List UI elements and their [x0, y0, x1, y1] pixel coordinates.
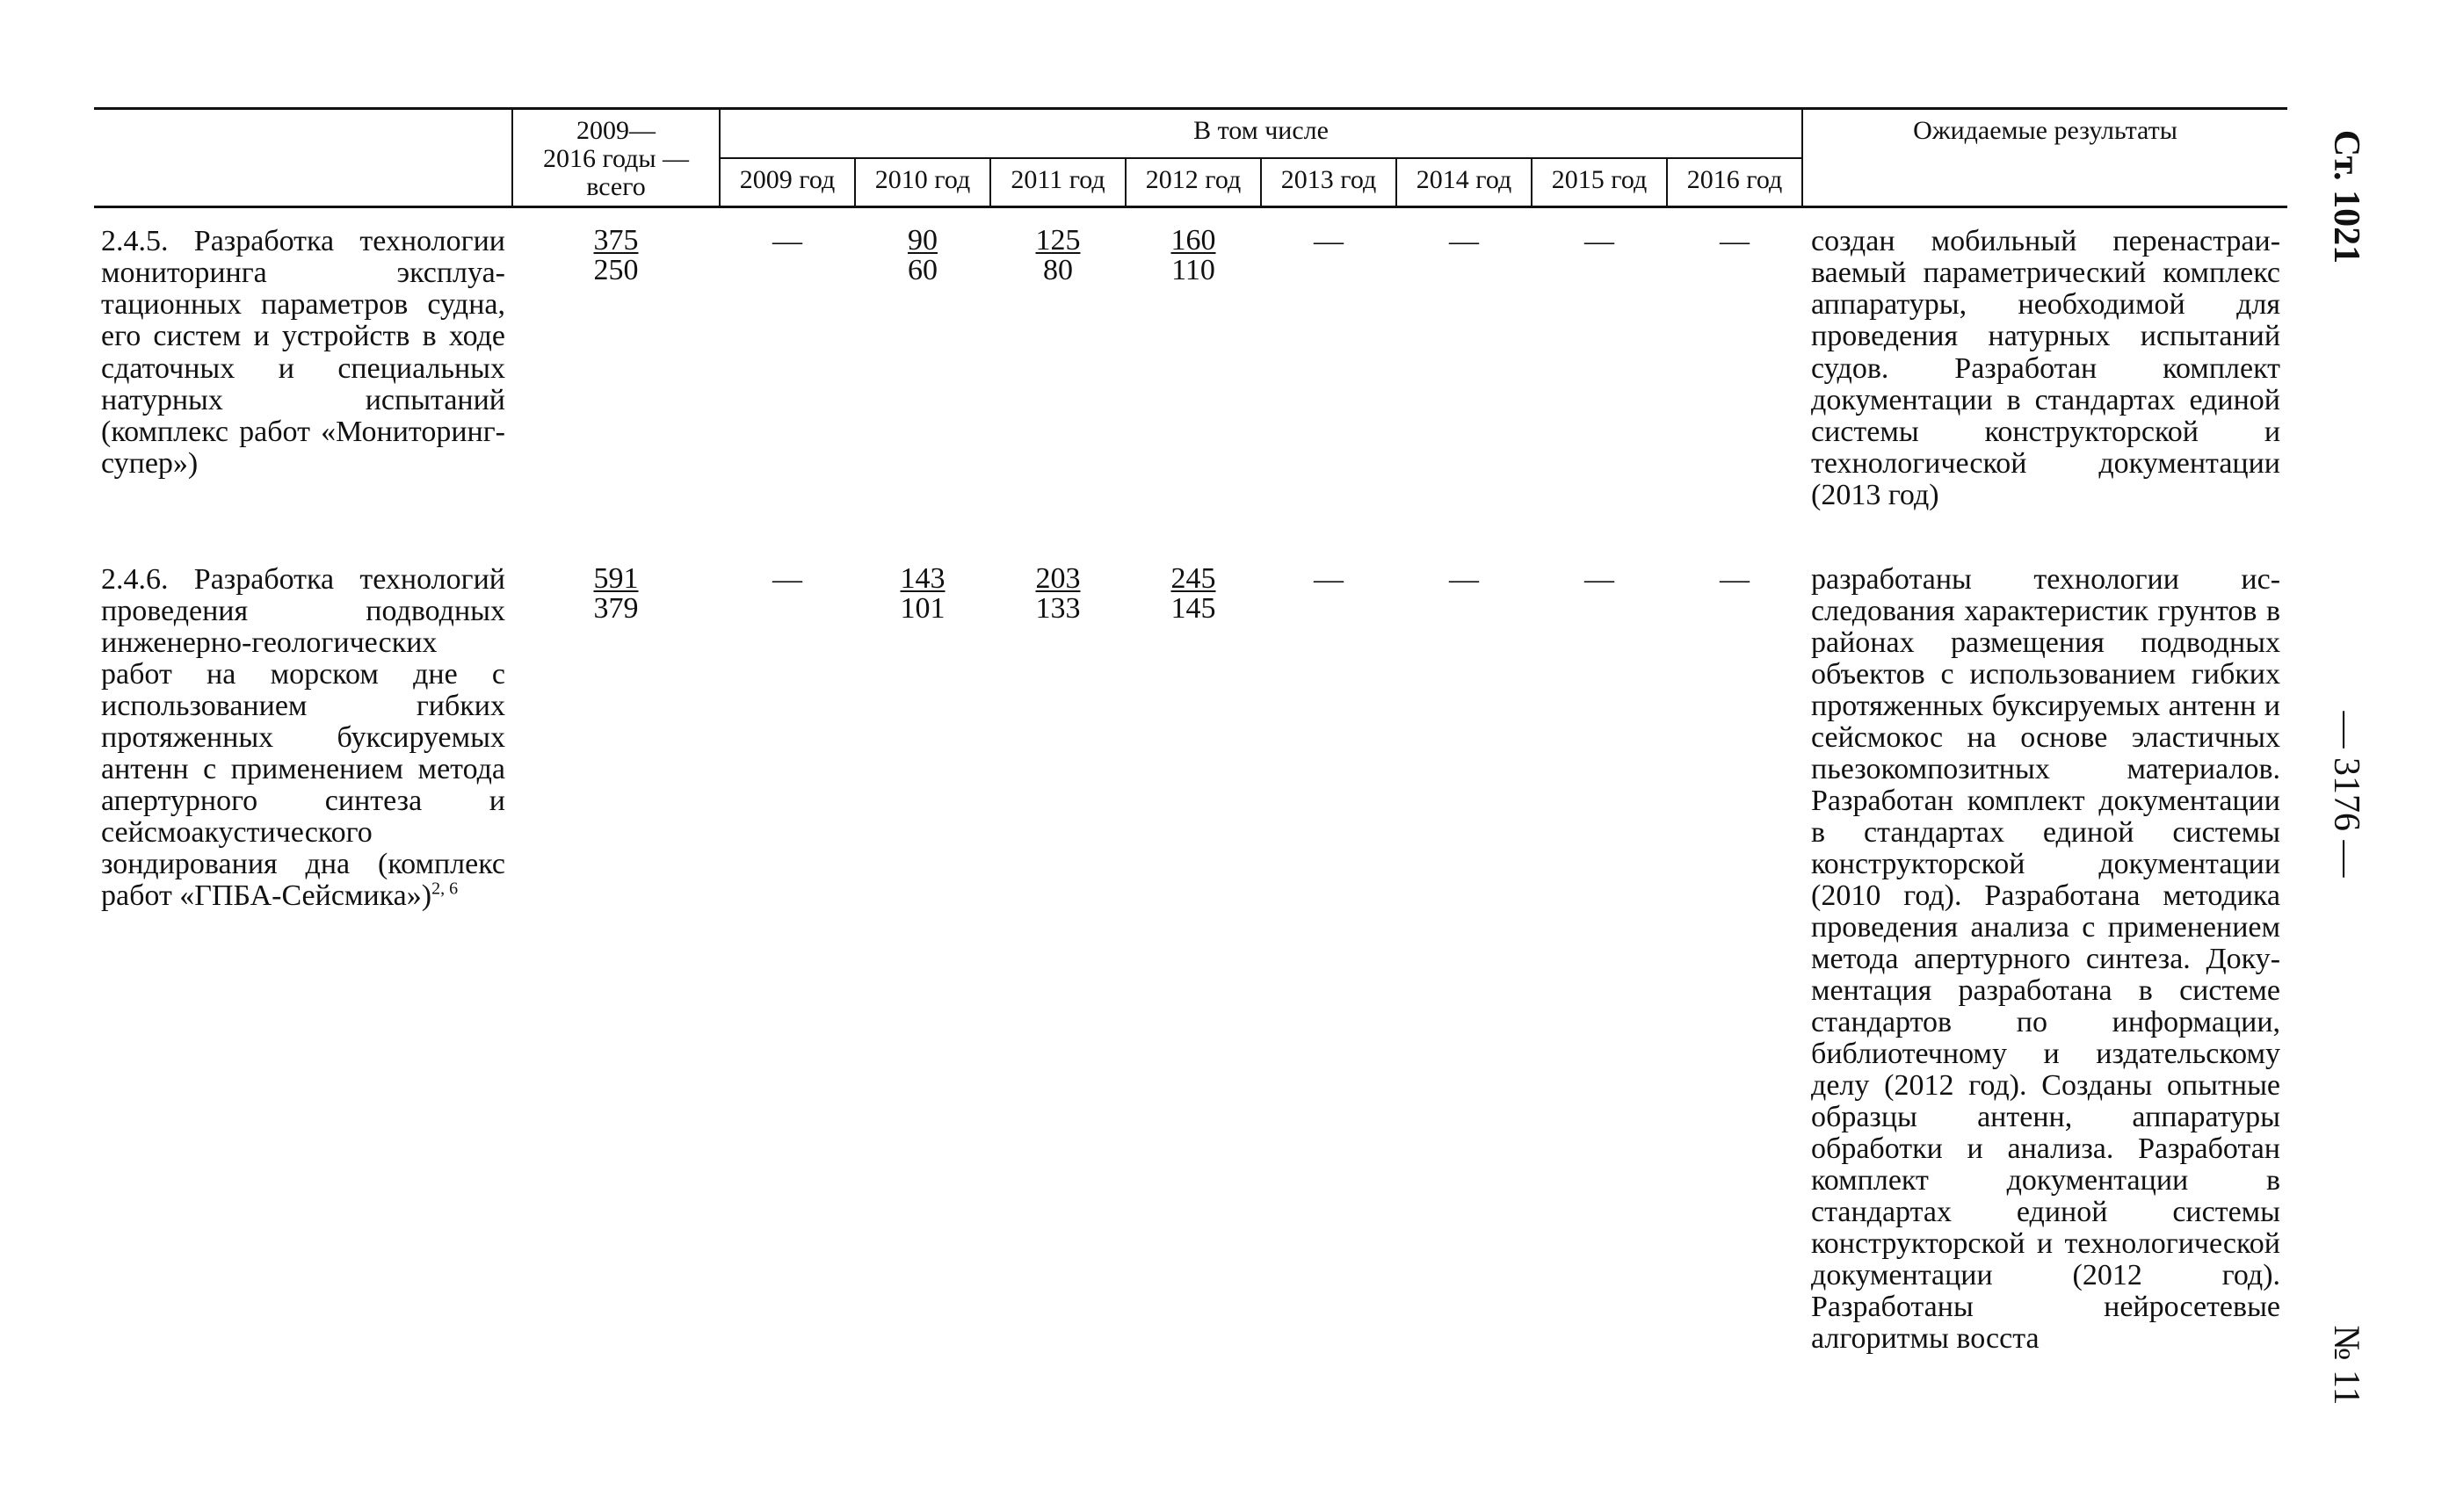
year-numerator: 90	[908, 224, 938, 257]
year-fraction	[900, 561, 946, 625]
header-year-2013: 2013 год	[1261, 158, 1396, 207]
empty-dash: —	[1584, 562, 1614, 596]
total-cell	[512, 207, 720, 546]
year-cell-2016	[1667, 207, 1802, 546]
year-cell-2010	[855, 546, 990, 1391]
empty-dash: —	[1720, 225, 1750, 258]
footnote-ref: 2, 6	[431, 879, 459, 899]
header-total-line-3: всего	[586, 171, 646, 201]
year-fraction	[1171, 226, 1216, 286]
year-cell-2010	[855, 207, 990, 546]
year-cell-2016	[1667, 546, 1802, 1391]
program-table	[94, 107, 2287, 1390]
year-cell-2012	[1126, 207, 1261, 546]
header-year-2014: 2014 год	[1396, 158, 1532, 207]
margin-issue-number: № 11	[2326, 1325, 2366, 1406]
year-cell-2009	[720, 207, 855, 546]
header-year-2012: 2012 год	[1126, 158, 1261, 207]
year-cell-2014	[1396, 546, 1532, 1391]
empty-dash: —	[1584, 225, 1614, 258]
year-cell-2011	[990, 546, 1126, 1391]
empty-dash: —	[1449, 225, 1479, 258]
item-text: 2.4.5. Разработка технологии мониторинга эксплуатационных параметров судна, его систем и устройств в ходе сдаточных и специальных натурных испытаний (комплекс работ «Мониторинг-супер»)	[101, 225, 505, 480]
year-numerator: 160	[1170, 224, 1216, 257]
year-numerator: 245	[1170, 561, 1216, 595]
item-description	[94, 207, 512, 546]
year-cell-2013	[1261, 546, 1396, 1391]
year-numerator: 125	[1035, 224, 1081, 257]
total-cell	[512, 546, 720, 1391]
year-cell-2011	[990, 207, 1126, 546]
empty-dash: —	[1314, 225, 1344, 258]
year-denominator: 110	[1171, 254, 1215, 287]
empty-dash: —	[1449, 562, 1479, 596]
margin-page-number: — 3176 —	[2326, 711, 2366, 878]
empty-dash: —	[772, 562, 802, 596]
year-cell-2015	[1532, 546, 1667, 1391]
expected-results-cell	[1802, 207, 2287, 546]
total-numerator: 591	[593, 561, 639, 595]
header-including: В том числе	[720, 109, 1802, 158]
header-year-2016: 2016 год	[1667, 158, 1802, 207]
total-denominator: 250	[593, 254, 639, 287]
empty-dash: —	[1720, 562, 1750, 596]
year-denominator: 145	[1170, 591, 1216, 625]
year-denominator: 133	[1035, 591, 1081, 625]
year-numerator: 203	[1035, 561, 1081, 595]
header-expected-results: Ожидаемые результаты	[1802, 109, 2287, 207]
year-fraction	[1170, 561, 1216, 625]
header-total-line-2: 2016 годы —	[542, 143, 690, 173]
header-total-column	[512, 109, 720, 207]
table-row	[94, 546, 2287, 1391]
table-row	[94, 207, 2287, 546]
total-denominator: 379	[593, 591, 639, 625]
year-fraction	[1035, 561, 1081, 625]
item-description	[94, 546, 512, 1391]
year-cell-2012	[1126, 546, 1261, 1391]
year-fraction	[908, 226, 938, 286]
header-year-2015: 2015 год	[1532, 158, 1667, 207]
year-numerator: 143	[900, 561, 946, 595]
table-header	[94, 109, 2287, 207]
year-cell-2014	[1396, 207, 1532, 546]
expected-results-cell	[1802, 546, 2287, 1391]
results-text: создан мобильный перенастраиваемый параметрический комплекс аппаратуры, необходимой для проведения натурных испытаний судов. Разработан комплект документации в стандартах единой системы конструкторской и технологической документации (2013 год)	[1811, 225, 2281, 511]
total-numerator: 375	[593, 224, 639, 257]
empty-dash: —	[772, 225, 802, 258]
year-cell-2015	[1532, 207, 1667, 546]
header-year-2011: 2011 год	[990, 158, 1126, 207]
year-fraction	[1036, 226, 1081, 286]
header-year-2010: 2010 год	[855, 158, 990, 207]
year-cell-2013	[1261, 207, 1396, 546]
year-denominator: 101	[900, 591, 946, 625]
header-total-line-1: 2009—	[576, 116, 656, 145]
total-fraction	[594, 226, 639, 286]
year-denominator: 80	[1043, 254, 1073, 287]
margin-page-header: Ст. 1021	[2326, 129, 2366, 264]
empty-dash: —	[1314, 562, 1344, 596]
year-denominator: 60	[908, 254, 938, 287]
results-text: разработаны технологии исследования характеристик грунтов в районах размещения подводных объектов с использованием гибких протяженных буксируемых антенн и сейсмокос на основе эластичных пьезокомпозитных материалов. Разработан комплект документации в стандартах единой системы конструкторской документации (2010 год). Разработана методика проведения анализа с применением метода апертурного синтеза. Документация разработана в системе стандартов по информации, библиотечному и издательскому делу (2012 год). Созданы опытные образцы антенн, аппаратуры обработки и анализа. Разработан комплект документации в стандартах единой системы конструкторской и технологической документации (2012 год). Разработаны нейросетевые алгоритмы восста	[1811, 562, 2281, 1356]
item-text: 2.4.6. Разработка технологий проведения подводных инженерно-геологических работ на морском дне с использованием гибких протяженных буксируемых антенн с применением метода апертурного синтеза и сейсмоакустического зондирования дна (комплекс работ «ГПБА-Сейсмика»)	[101, 562, 505, 912]
header-year-2009: 2009 год	[720, 158, 855, 207]
year-cell-2009	[720, 546, 855, 1391]
header-item-blank	[94, 109, 512, 207]
total-fraction	[593, 561, 639, 625]
